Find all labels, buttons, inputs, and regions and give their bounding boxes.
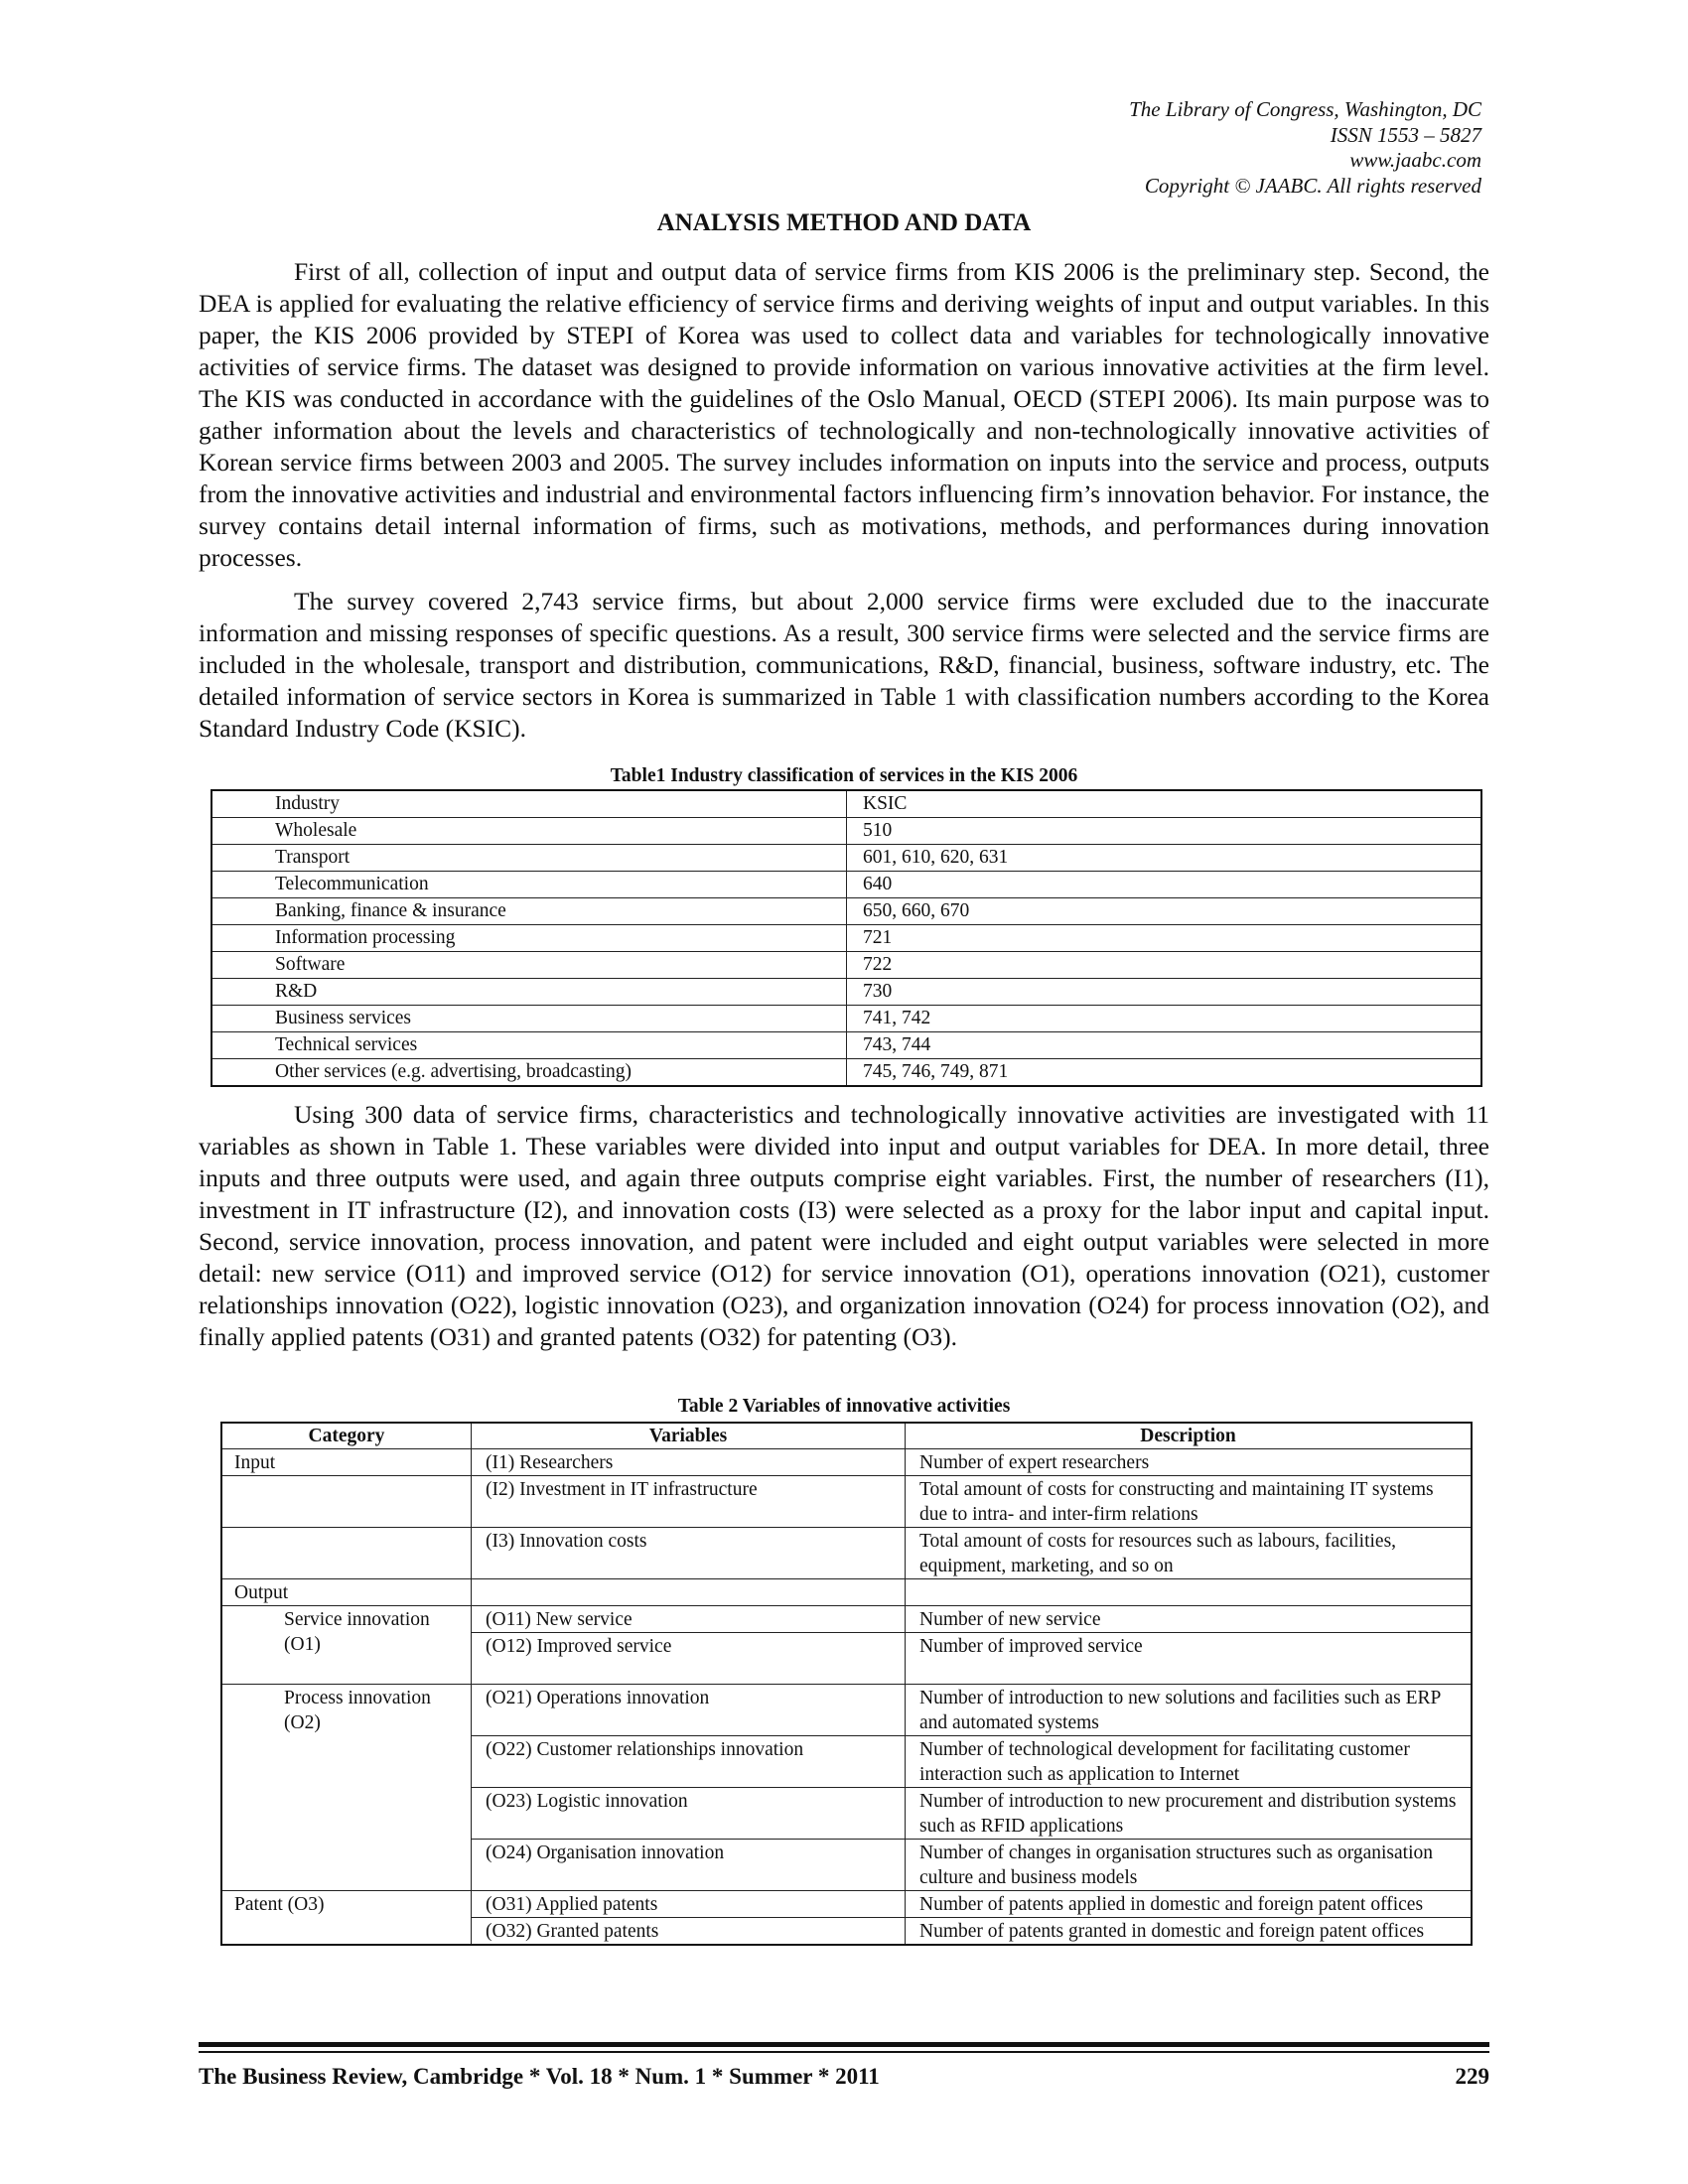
table-cell: 510 bbox=[847, 818, 1482, 845]
table-cell: Patent (O3) bbox=[221, 1891, 472, 1946]
table-cell: (O31) Applied patents bbox=[472, 1891, 906, 1918]
table-row bbox=[211, 898, 1481, 925]
table-cell: Number of introduction to new solutions and facilities such as ERP and automated systems bbox=[906, 1685, 1473, 1736]
section-title: ANALYSIS METHOD AND DATA bbox=[656, 209, 1032, 236]
table-cell bbox=[221, 1528, 472, 1579]
table-cell: (I1) Researchers bbox=[472, 1449, 906, 1476]
table-cell: Number of new service bbox=[906, 1606, 1473, 1633]
table-cell: 743, 744 bbox=[847, 1032, 1482, 1059]
table-cell: 601, 610, 620, 631 bbox=[847, 845, 1482, 872]
column-header: Category bbox=[221, 1423, 472, 1449]
table-cell: Number of patents applied in domestic and foreign patent offices bbox=[906, 1891, 1473, 1918]
table-caption: Table 2 Variables of innovative activities bbox=[677, 1396, 1011, 1417]
table-row bbox=[221, 1528, 1472, 1579]
table-row bbox=[211, 1006, 1481, 1032]
table-row bbox=[211, 872, 1481, 898]
table-cell: Industry bbox=[211, 790, 847, 818]
table-cell: 741, 742 bbox=[847, 1006, 1482, 1032]
table-cell: (I3) Innovation costs bbox=[472, 1528, 906, 1579]
table-cell: Output bbox=[221, 1579, 472, 1606]
table-cell: Number of expert researchers bbox=[906, 1449, 1473, 1476]
industry-classification-table bbox=[211, 789, 1482, 1087]
table-cell: Other services (e.g. advertising, broadcasting) bbox=[211, 1059, 847, 1087]
table-header-row bbox=[221, 1423, 1472, 1449]
table-cell: Total amount of costs for constructing and maintaining IT systems due to intra- and inter-firm relations bbox=[906, 1476, 1473, 1528]
table-row bbox=[211, 1032, 1481, 1059]
table-cell bbox=[221, 1476, 472, 1528]
table-cell: Banking, finance & insurance bbox=[211, 898, 847, 925]
running-header bbox=[1129, 97, 1481, 199]
column-header: Variables bbox=[472, 1423, 906, 1449]
header-line: www.jaabc.com bbox=[1349, 148, 1481, 172]
table-row bbox=[221, 1606, 1472, 1633]
header-line: Copyright © JAABC. All rights reserved bbox=[1144, 173, 1481, 198]
table-row bbox=[211, 1059, 1481, 1087]
header-line: The Library of Congress, Washington, DC bbox=[1129, 97, 1481, 121]
table-cell: (I2) Investment in IT infrastructure bbox=[472, 1476, 906, 1528]
table-cell: Wholesale bbox=[211, 818, 847, 845]
table-cell: (O11) New service bbox=[472, 1606, 906, 1633]
footer-rule bbox=[199, 2051, 1489, 2053]
table-cell: 640 bbox=[847, 872, 1482, 898]
table-cell: 650, 660, 670 bbox=[847, 898, 1482, 925]
table-cell: Number of changes in organisation structures such as organisation culture and business models bbox=[906, 1840, 1473, 1891]
footer-rule bbox=[199, 2042, 1489, 2047]
variables-table bbox=[220, 1422, 1473, 1946]
table-cell: (O12) Improved service bbox=[472, 1633, 906, 1685]
table-cell: Business services bbox=[211, 1006, 847, 1032]
table-row bbox=[211, 845, 1481, 872]
table-cell: Service innovation (O1) bbox=[221, 1606, 472, 1685]
table-cell: (O23) Logistic innovation bbox=[472, 1788, 906, 1840]
table-cell: Technical services bbox=[211, 1032, 847, 1059]
header-line: ISSN 1553 – 5827 bbox=[1330, 122, 1481, 147]
table-cell: 722 bbox=[847, 952, 1482, 979]
table-cell: Telecommunication bbox=[211, 872, 847, 898]
table-row bbox=[211, 979, 1481, 1006]
table-cell: Information processing bbox=[211, 925, 847, 952]
table-cell: (O21) Operations innovation bbox=[472, 1685, 906, 1736]
table-cell: 721 bbox=[847, 925, 1482, 952]
journal-citation: The Business Review, Cambridge * Vol. 18 * Num. 1 * Summer * 2011 bbox=[199, 2064, 880, 2089]
table-cell: Transport bbox=[211, 845, 847, 872]
table-cell: Number of patents granted in domestic and foreign patent offices bbox=[906, 1918, 1473, 1946]
column-header: Description bbox=[906, 1423, 1473, 1449]
table-row bbox=[221, 1891, 1472, 1918]
table-cell: (O32) Granted patents bbox=[472, 1918, 906, 1946]
table-row bbox=[221, 1579, 1472, 1606]
page-footer bbox=[199, 2063, 1489, 2091]
table-cell: Process innovation (O2) bbox=[221, 1685, 472, 1891]
table-cell: (O22) Customer relationships innovation bbox=[472, 1736, 906, 1788]
body-paragraph: Using 300 data of service firms, characteristics and technologically innovative activities are investigated with 11 variables as shown in Table 1. These variables were divided into input and output variables for DEA. In more detail, three inputs and three outputs were used, and again three outputs comprise eight variables. First, the number of researchers (I1), investment in IT infrastructure (I2), and innovation costs (I3) were selected as a proxy for the labor input and capital input. Second, service innovation, process innovation, and patent were included and eight output variables were selected in more detail: new service (O11) and improved service (O12) for service innovation (O1), operations innovation (O21), customer relationships innovation (O22), logistic innovation (O23), and organization innovation (O24) for process innovation (O2), and finally applied patents (O31) and granted patents (O32) for patenting (O3). bbox=[199, 1100, 1489, 1351]
table-cell: 730 bbox=[847, 979, 1482, 1006]
table-row bbox=[221, 1449, 1472, 1476]
table-cell: KSIC bbox=[847, 790, 1482, 818]
table-cell: Number of introduction to new procurement and distribution systems such as RFID applications bbox=[906, 1788, 1473, 1840]
table-cell bbox=[472, 1579, 906, 1606]
table-cell: Software bbox=[211, 952, 847, 979]
table-cell: Number of improved service bbox=[906, 1633, 1473, 1685]
table-cell: Input bbox=[221, 1449, 472, 1476]
table-cell: (O24) Organisation innovation bbox=[472, 1840, 906, 1891]
page-number: 229 bbox=[1455, 2064, 1489, 2089]
table-row bbox=[211, 952, 1481, 979]
table-cell: 745, 746, 749, 871 bbox=[847, 1059, 1482, 1087]
table-cell: R&D bbox=[211, 979, 847, 1006]
table-row bbox=[211, 925, 1481, 952]
table-header-row bbox=[211, 790, 1481, 818]
table-cell bbox=[906, 1579, 1473, 1606]
table-row bbox=[211, 818, 1481, 845]
body-paragraph: The survey covered 2,743 service firms, but about 2,000 service firms were excluded due to the inaccurate information and missing responses of specific questions. As a result, 300 service firms were selected and the service firms are included in the wholesale, transport and distribution, communications, R&D, financial, business, software industry, etc. The detailed information of service sectors in Korea is summarized in Table 1 with classification numbers according to the Korea Standard Industry Code (KSIC). bbox=[199, 587, 1489, 743]
body-paragraph: First of all, collection of input and output data of service firms from KIS 2006 is the preliminary step. Second, the DEA is applied for evaluating the relative efficiency of service firms and deriving weights of input and output variables. In this paper, the KIS 2006 provided by STEPI of Korea was used to collect data and variables for technologically innovative activities of service firms. The dataset was designed to provide information on various innovative activities at the firm level. The KIS was conducted in accordance with the guidelines of the Oslo Manual, OECD (STEPI 2006). Its main purpose was to gather information about the levels and characteristics of technologically and non-technologically innovative activities of Korean service firms between 2003 and 2005. The survey includes information on inputs into the service and process, outputs from the innovative activities and industrial and environmental factors influencing firm’s innovation behavior. For instance, the survey contains detail internal information of firms, such as motivations, methods, and performances during innovation processes. bbox=[199, 257, 1489, 572]
table-cell: Number of technological development for facilitating customer interaction such as application to Internet bbox=[906, 1736, 1473, 1788]
table-cell: Total amount of costs for resources such as labours, facilities, equipment, marketing, and so on bbox=[906, 1528, 1473, 1579]
table-caption: Table1 Industry classification of services in the KIS 2006 bbox=[610, 765, 1078, 786]
table-row bbox=[221, 1685, 1472, 1736]
table-row bbox=[221, 1476, 1472, 1528]
